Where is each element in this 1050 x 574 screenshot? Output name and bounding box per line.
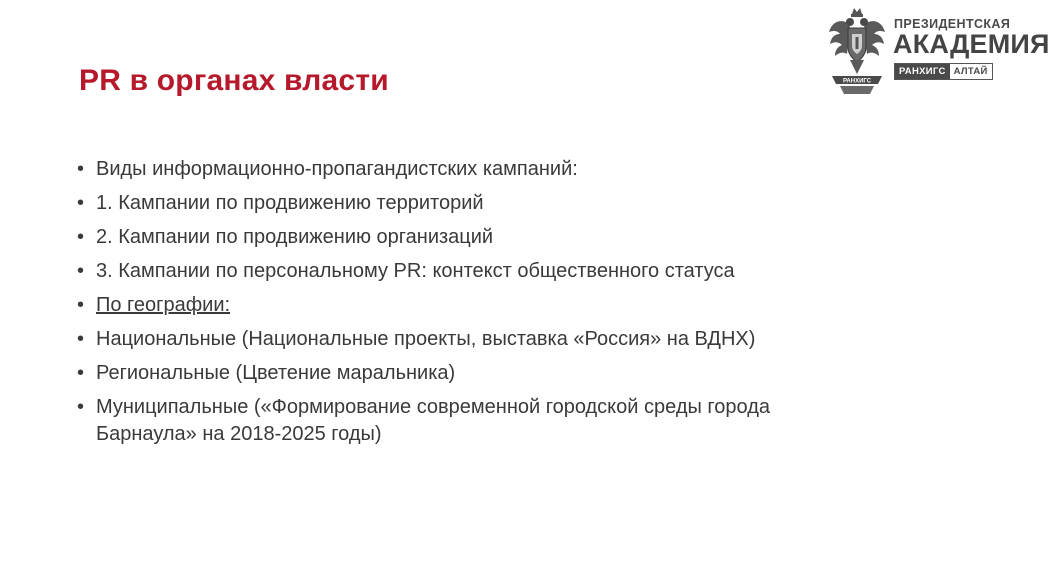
bullet-marker: • <box>77 328 85 350</box>
bullet-marker: • <box>77 362 85 384</box>
logo-line-main: АКАДЕМИЯ <box>893 29 1050 59</box>
academy-logo <box>826 4 1050 96</box>
bullet-item <box>77 258 797 285</box>
emblem-ribbon-text: РАНХИГС <box>842 78 872 85</box>
bullet-item <box>77 156 797 183</box>
bullet-marker: • <box>77 158 85 180</box>
bullet-text: 2. Кампании по продвижению организаций <box>96 226 494 248</box>
logo-badge <box>894 63 993 80</box>
bullet-marker: • <box>77 192 85 214</box>
bullet-text: Региональные (Цветение маральника) <box>96 362 456 384</box>
bullet-text: Муниципальные («Формирование современной городской среды города Барнаула» на 2018-2025 годы) <box>96 396 770 445</box>
bullet-text: По географии: <box>96 294 231 316</box>
bullet-item <box>77 394 797 448</box>
bullet-marker: • <box>77 294 85 316</box>
bullet-list <box>77 156 797 455</box>
bullet-text: 3. Кампании по персональному PR: контекст общественного статуса <box>96 260 735 282</box>
bullet-item <box>77 190 797 217</box>
double-headed-eagle-emblem-icon <box>826 4 888 96</box>
bullet-text: Национальные (Национальные проекты, выставка «Россия» на ВДНХ) <box>96 328 756 350</box>
bullet-item <box>77 360 797 387</box>
logo-badge-light: АЛТАЙ <box>953 66 988 77</box>
bullet-marker: • <box>77 226 85 248</box>
bullet-marker: • <box>77 396 85 418</box>
bullet-item <box>77 224 797 251</box>
logo-badge-dark: РАНХИГС <box>895 64 950 79</box>
logo-line-top: ПРЕЗИДЕНТСКАЯ <box>894 17 1011 31</box>
bullet-marker: • <box>77 260 85 282</box>
bullet-item <box>77 326 797 353</box>
bullet-text: 1. Кампании по продвижению территорий <box>96 192 484 214</box>
bullet-item <box>77 292 797 319</box>
bullet-text: Виды информационно-пропагандистских кампаний: <box>96 158 578 180</box>
slide-title: PR в органах власти <box>79 64 389 97</box>
